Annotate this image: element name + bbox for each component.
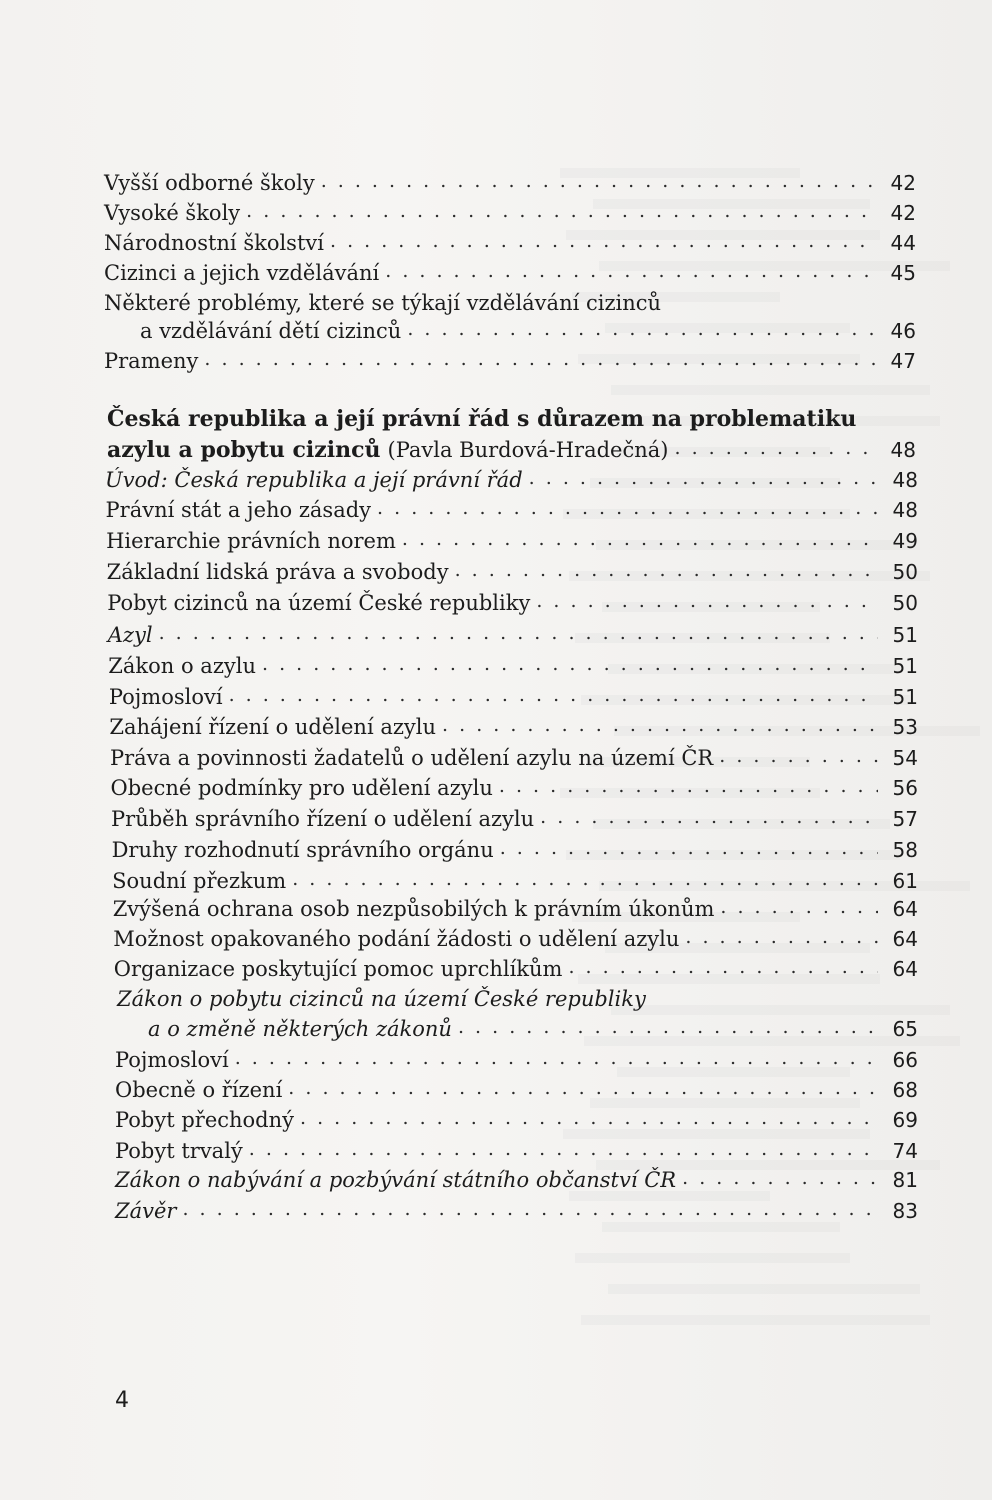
toc-entry [110,745,918,771]
dot-leader [719,745,878,771]
toc-entry-title: Zahájení řízení o udělení azylu [109,715,437,739]
toc-entry-page: 51 [892,623,918,647]
toc-entry-page: 69 [892,1108,918,1132]
toc-entry-page: 50 [892,560,918,584]
toc-entry-title: Zákon o nabývání a pozbývání státního občanství ČR [115,1168,677,1192]
toc-entry [106,497,918,523]
toc-entry-title: Soudní přezkum [112,869,287,893]
toc-entry-page: 47 [890,349,916,373]
toc-entry-page: 61 [892,869,918,893]
toc-entry [104,200,916,226]
dot-leader [182,1198,878,1224]
toc-entry [108,653,918,679]
dot-leader [568,956,878,982]
toc-entry-title: Úvod: Česká republika a její právní řád [105,468,523,492]
toc-entry-title: Azyl [107,623,153,647]
toc-entry-page: 65 [892,1017,918,1041]
toc-entry-page: 57 [892,807,918,831]
toc-entry-page: 48 [892,468,918,492]
dot-leader [407,318,876,344]
toc-entry-page: 46 [890,319,916,343]
toc-entry [115,1167,918,1193]
section-title-entry [107,437,916,463]
dot-leader [235,1047,878,1073]
dot-leader [204,348,876,374]
toc-entry-title: Pobyt cizinců na území České republiky [107,591,531,615]
toc-entry-title: Vyšší odborné školy [104,171,315,195]
toc-entry [115,1138,918,1164]
toc-entry-page: 42 [890,171,916,195]
toc-entry-page: 68 [892,1078,918,1102]
toc-entry-title: Pobyt přechodný [115,1108,295,1132]
dot-leader [500,837,878,863]
toc-entry-title: Organizace poskytující pomoc uprchlíkům [113,957,563,981]
dot-leader [246,200,876,226]
toc-entry-title: Cizinci a jejich vzdělávání [104,261,380,285]
dot-leader [377,497,878,523]
toc-entry [108,622,918,648]
toc-entry [104,230,916,256]
toc-entry-page: 66 [892,1048,918,1072]
dot-leader [720,896,878,922]
toc-entry-title: Zákon o azylu [108,654,256,678]
toc-entry-title: a vzdělávání dětí cizinců [140,319,402,343]
toc-entry-title: Práva a povinnosti žadatelů o udělení azylu na území ČR [109,746,714,770]
toc-entry [140,318,916,344]
toc-entry-page: 48 [890,438,916,462]
toc-entry-title: Národnostní školství [104,231,324,255]
dot-leader [455,559,878,585]
toc-entry [105,467,918,493]
toc-entry [112,868,918,894]
dot-leader [262,653,878,679]
toc-entry-page: 53 [892,715,918,739]
toc-entry-title: Vysoké školy [104,201,241,225]
toc-entry-page: 51 [892,654,918,678]
toc-entry [148,1016,918,1042]
toc-entry-title: Pobyt trvalý [115,1139,243,1163]
toc-entry-title: Některé problémy, které se týkají vzdělávání cizinců [104,291,662,315]
toc-entry-title: a o změně některých zákonů [148,1017,452,1041]
toc-entry-title: Pojmosloví [115,1048,229,1072]
toc-entry [111,806,918,832]
dot-leader [682,1167,878,1193]
dot-leader [685,926,878,952]
dot-leader [292,868,878,894]
dot-leader [499,775,878,801]
section-author: (Pavla Burdová-Hradečná) [387,438,669,462]
toc-entry-title: Průběh správního řízení o udělení azylu [111,807,535,831]
dot-leader [229,684,878,710]
toc-entry-title: Prameny [104,349,199,373]
toc-entry-page: 54 [892,746,918,770]
toc-entry [107,559,918,585]
toc-entry [114,956,918,982]
toc-entry [115,1047,918,1073]
toc-entry [109,714,918,740]
dot-leader [288,1077,878,1103]
dot-leader [321,170,876,196]
dot-leader [458,1016,878,1042]
section-title: Česká republika a její právní řád s důrazem na problematiku [107,406,857,432]
toc-entry-page: 44 [890,231,916,255]
dot-leader [529,467,878,493]
toc-entry [115,1198,918,1224]
dot-leader [674,437,876,463]
toc-entry-page: 81 [892,1168,918,1192]
toc-entry-page: 58 [892,838,918,862]
dot-leader [249,1138,878,1164]
toc-entry [104,348,916,374]
toc-entry [104,260,916,286]
toc-entry-title: Zákon o pobytu cizinců na území České republiky [117,987,646,1011]
toc-entry [107,590,918,616]
toc-entry-title: Obecně o řízení [115,1078,283,1102]
toc-entry-page: 49 [892,529,918,553]
toc-entry-title: Hierarchie právních norem [106,529,396,553]
toc-entry [106,528,918,554]
toc-entry-page: 64 [892,927,918,951]
dot-leader [536,590,878,616]
toc-entry-page: 51 [892,685,918,709]
toc-entry [113,926,918,952]
page-number: 4 [115,1388,129,1413]
toc-entry-title: Závěr [115,1199,177,1223]
toc-entry-page: 56 [892,776,918,800]
toc-entry-page: 64 [892,957,918,981]
toc-entry-title: Pojmosloví [108,685,223,709]
toc-entry-title: Právní stát a jeho zásady [105,498,372,522]
toc-entry [112,837,918,863]
toc-entry-page: 74 [892,1139,918,1163]
toc-entry-page: 83 [892,1199,918,1223]
toc-entry-page: 64 [892,897,918,921]
toc-entry [115,1107,918,1133]
toc-entry-title: Obecné podmínky pro udělení azylu [110,776,493,800]
toc-entry [109,684,918,710]
toc-entry-title: Zvýšená ochrana osob nezpůsobilých k právním úkonům [112,897,715,921]
toc-entry-page: 48 [892,498,918,522]
toc-entry-title: Základní lidská práva a svobody [106,560,449,584]
toc-entry-page: 50 [892,591,918,615]
toc-entry-page: 42 [890,201,916,225]
dot-leader [300,1107,878,1133]
toc-entry-title: Druhy rozhodnutí správního orgánu [111,838,494,862]
dot-leader [330,230,876,256]
dot-leader [540,806,878,832]
dot-leader [402,528,878,554]
toc-entry [111,775,919,801]
dot-leader [385,260,876,286]
section-title-line2: azylu a pobytu cizinců [107,437,381,463]
toc-entry [104,170,916,196]
toc-entry-title: Možnost opakovaného podání žádosti o udělení azylu [113,927,680,951]
toc-entry [115,1077,918,1103]
dot-leader [159,622,878,648]
toc-entry-page: 45 [890,261,916,285]
toc-entry [113,896,918,922]
dot-leader [442,714,878,740]
